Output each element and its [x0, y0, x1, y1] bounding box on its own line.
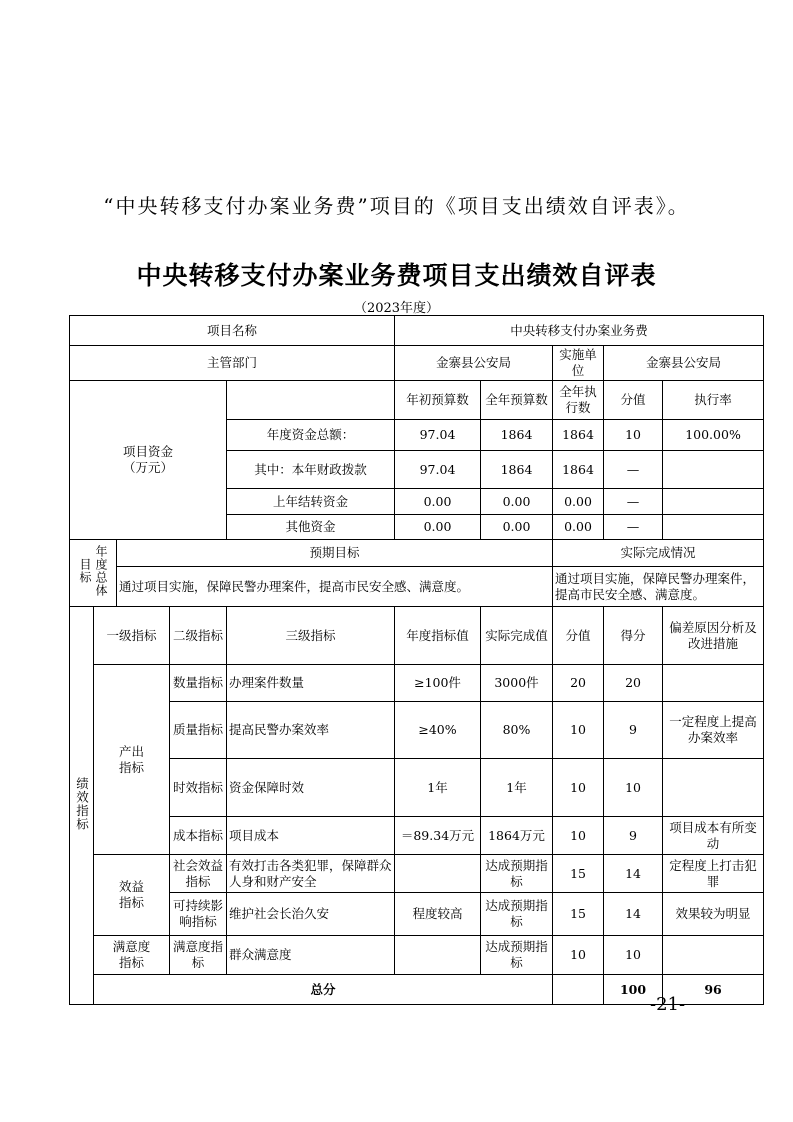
score-value-cell: 15: [553, 893, 604, 936]
score-cell: 9: [604, 702, 663, 759]
funds-header: 执行率: [663, 381, 764, 420]
indicator-header: 三级指标: [227, 607, 395, 665]
page-title: 中央转移支付办案业务费项目支出绩效自评表: [136, 261, 657, 290]
expected-goal-text: 通过项目实施，保障民警办理案件，提高市民安全感、满意度。: [117, 567, 553, 607]
actual-goal-header: 实际完成情况: [553, 540, 764, 567]
page-number: -21-: [650, 994, 686, 1015]
level3-cell: 维护社会长治久安: [227, 893, 395, 936]
actual-cell: 1年: [481, 759, 553, 817]
note-cell: 定程度上打击犯罪: [663, 855, 764, 893]
actual-goal-text: 通过项目实施，保障民警办理案件，提高市民安全感、满意度。: [553, 567, 764, 607]
funds-cell: 0.00: [481, 489, 553, 515]
indicator-row: [70, 759, 764, 817]
goals-outer-label: 年度总体目标: [70, 540, 117, 607]
target-cell: [395, 936, 481, 975]
indicator-header: 一级指标: [94, 607, 170, 665]
score-value-cell: 20: [553, 665, 604, 702]
project-name-value: 中央转移支付办案业务费: [395, 316, 764, 346]
target-cell: ＝89.34万元: [395, 817, 481, 855]
indicator-header: 二级指标: [170, 607, 227, 665]
target-cell: 程度较高: [395, 893, 481, 936]
funds-cell: 10: [604, 420, 663, 451]
score-value-cell: 10: [553, 817, 604, 855]
self-evaluation-table: [69, 315, 764, 1005]
indicator-header: 实际完成值: [481, 607, 553, 665]
indicator-header: 年度指标值: [395, 607, 481, 665]
intro-sentence: “中央转移支付办案业务费”项目的《项目支出绩效自评表》。: [103, 194, 690, 218]
funds-row-label: 其他资金: [227, 515, 395, 540]
funds-header: 全年执行数: [553, 381, 604, 420]
funds-cell: 0.00: [481, 515, 553, 540]
funds-cell: —: [604, 451, 663, 489]
funds-label: 项目资金（万元）: [70, 381, 227, 540]
level3-cell: 办理案件数量: [227, 665, 395, 702]
funds-cell: [663, 451, 764, 489]
actual-cell: 80%: [481, 702, 553, 759]
indicator-row: [70, 855, 764, 893]
expected-goal-header: 预期目标: [117, 540, 553, 567]
actual-cell: 达成预期指标: [481, 855, 553, 893]
level2-cell: 可持续影响指标: [170, 893, 227, 936]
level3-cell: 有效打击各类犯罪，保障群众人身和财产安全: [227, 855, 395, 893]
total-label: 总分: [94, 975, 553, 1005]
indicator-row: [70, 702, 764, 759]
target-cell: [395, 855, 481, 893]
funds-cell: 100.00%: [663, 420, 764, 451]
funds-cell: [663, 515, 764, 540]
score-value-cell: 10: [553, 702, 604, 759]
level2-cell: 满意度指标: [170, 936, 227, 975]
funds-cell: 97.04: [395, 420, 481, 451]
score-cell: 9: [604, 817, 663, 855]
score-value-cell: 10: [553, 759, 604, 817]
funds-cell: 0.00: [553, 489, 604, 515]
funds-row-label: 其中：本年财政拨款: [227, 451, 395, 489]
year-label: （2023年度）: [353, 301, 440, 316]
note-cell: [663, 936, 764, 975]
note-cell: 效果较为明显: [663, 893, 764, 936]
level3-cell: 项目成本: [227, 817, 395, 855]
indicators-outer-label: 绩效指标: [70, 607, 94, 1005]
level1-benefit: 效益指标: [94, 855, 170, 936]
indicator-header: 偏差原因分析及改进措施: [663, 607, 764, 665]
total-score: 96: [663, 975, 764, 1005]
funds-row-label: 年度资金总额：: [227, 420, 395, 451]
actual-cell: 1864万元: [481, 817, 553, 855]
score-cell: 10: [604, 936, 663, 975]
funds-cell: —: [604, 515, 663, 540]
score-value-cell: 10: [553, 936, 604, 975]
score-value-cell: 15: [553, 855, 604, 893]
dept-label: 主管部门: [70, 346, 395, 381]
funds-header: 年初预算数: [395, 381, 481, 420]
indicator-row: [70, 893, 764, 936]
score-cell: 20: [604, 665, 663, 702]
funds-cell: [663, 489, 764, 515]
level3-cell: 群众满意度: [227, 936, 395, 975]
level3-cell: 提高民警办案效率: [227, 702, 395, 759]
funds-cell: 1864: [553, 451, 604, 489]
impl-value: 金寨县公安局: [604, 346, 764, 381]
indicator-header: 得分: [604, 607, 663, 665]
level2-cell: 时效指标: [170, 759, 227, 817]
indicator-header: 分值: [553, 607, 604, 665]
level2-cell: 成本指标: [170, 817, 227, 855]
funds-cell: 1864: [481, 451, 553, 489]
funds-header: 全年预算数: [481, 381, 553, 420]
note-cell: 一定程度上提高办案效率: [663, 702, 764, 759]
level2-cell: 数量指标: [170, 665, 227, 702]
funds-row-label: 上年结转资金: [227, 489, 395, 515]
funds-cell: 0.00: [395, 489, 481, 515]
total-value: 100: [604, 975, 663, 1005]
level1-output: 产出指标: [94, 665, 170, 855]
note-cell: [663, 665, 764, 702]
impl-label: 实施单位: [553, 346, 604, 381]
actual-cell: 达成预期指标: [481, 936, 553, 975]
score-cell: 14: [604, 855, 663, 893]
funds-cell: 1864: [553, 420, 604, 451]
score-cell: 14: [604, 893, 663, 936]
funds-cell: 1864: [481, 420, 553, 451]
level3-cell: 资金保障时效: [227, 759, 395, 817]
total-empty: [553, 975, 604, 1005]
funds-header: 分值: [604, 381, 663, 420]
funds-cell: —: [604, 489, 663, 515]
funds-cell: 0.00: [553, 515, 604, 540]
funds-cell: 0.00: [395, 515, 481, 540]
target-cell: ≥100件: [395, 665, 481, 702]
level2-cell: 社会效益指标: [170, 855, 227, 893]
funds-cell: 97.04: [395, 451, 481, 489]
note-cell: [663, 759, 764, 817]
actual-cell: 3000件: [481, 665, 553, 702]
target-cell: 1年: [395, 759, 481, 817]
project-name-label: 项目名称: [70, 316, 395, 346]
level1-satisfaction: 满意度指标: [94, 936, 170, 975]
target-cell: ≥40%: [395, 702, 481, 759]
funds-corner: [227, 381, 395, 420]
indicator-row: [70, 936, 764, 975]
score-cell: 10: [604, 759, 663, 817]
dept-value: 金寨县公安局: [395, 346, 553, 381]
indicator-row: [70, 817, 764, 855]
level2-cell: 质量指标: [170, 702, 227, 759]
note-cell: 项目成本有所变动: [663, 817, 764, 855]
actual-cell: 达成预期指标: [481, 893, 553, 936]
indicator-row: [70, 665, 764, 702]
